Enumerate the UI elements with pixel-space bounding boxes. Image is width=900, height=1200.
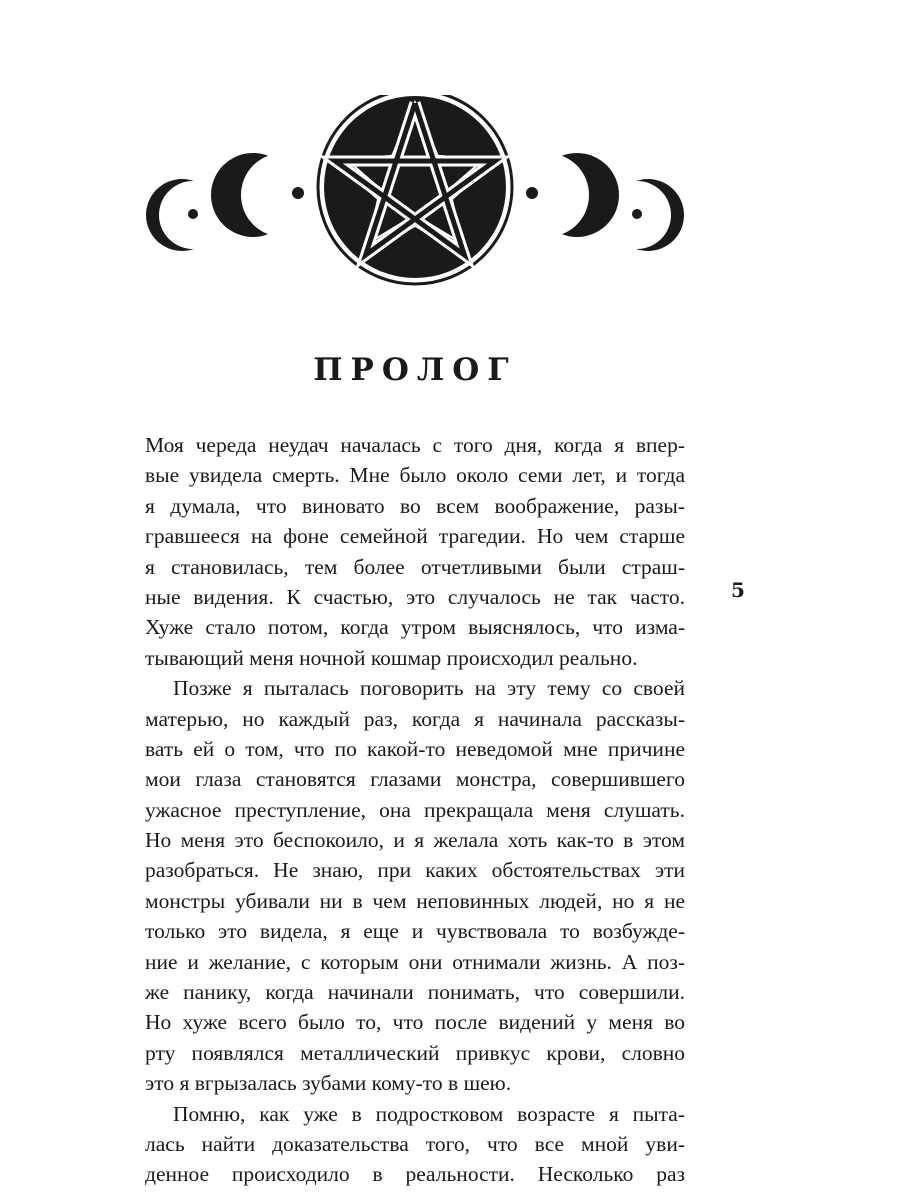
text-line: разобраться. Не знаю, при каких обстоятельствах эти [145,858,685,883]
body-text [145,430,685,1190]
text-line: же панику, когда начинали понимать, что совершили. [145,980,685,1005]
text-line: ужасное преступление, она прекращала меня слушать. [145,797,685,822]
text-line: ние и желание, с которым они отнимали жизнь. А поз- [145,949,685,974]
text-line: матерью, но каждый раз, когда я начинала рассказы- [145,706,685,731]
text-line: Но хуже всего было то, что после видений у меня во [145,1010,685,1035]
outer-right-crescent [612,179,684,251]
text-line: гравшееся на фоне семейной трагедии. Но чем старше [145,524,685,549]
inner-left-crescent [211,153,295,237]
text-line: вые увидела смерть. Мне было около семи лет, и тогда [145,463,685,488]
text-line: рту появлялся металлический привкус крови, словно [145,1040,685,1065]
outer-left-crescent [146,179,218,251]
text-line: ные видения. К счастью, это случалось не так часто. [145,584,685,609]
triple-moon-pentacle-icon [130,95,700,295]
inner-right-crescent [535,153,619,237]
pentacle-disc [318,95,512,284]
text-line: я становилась, тем более отчетливыми были страш- [145,554,685,579]
left-dot-inner [292,187,304,199]
text-line: лась найти доказательства того, что все мной уви- [145,1131,685,1156]
text-line: Моя череда неудач началась с того дня, когда я впер- [145,433,685,457]
left-dot-outer [188,209,198,219]
text-line: я думала, что виновато во всем воображение, разы- [145,493,685,518]
text-line: это я вгрызалась зубами кому-то в шею. [145,1071,512,1096]
text-line: вать ей о том, что по какой-то неведомой мне причине [145,736,685,761]
text-line: Но меня это беспокоило, и я желала хоть как-то в этом [145,828,685,853]
text-line: Помню, как уже в подростковом возрасте я пыта- [173,1101,685,1126]
text-line: денное происходило в реальности. Несколько раз [145,1162,685,1187]
text-line: монстры убивали ни в чем неповинных людей, но я не [145,888,685,913]
chapter-title: ПРОЛОГ [313,352,517,388]
text-line: тывающий меня ночной кошмар происходил реально. [145,645,638,670]
text-line: мои глаза становятся глазами монстра, совершившего [145,767,685,792]
text-line: Хуже стало потом, когда утром выяснялось, что изма- [145,615,685,640]
text-line: Позже я пыталась поговорить на эту тему со своей [173,676,685,701]
page-number: 5 [731,578,745,602]
text-line: только это видела, я еще и чувствовала то возбужде- [145,919,685,944]
